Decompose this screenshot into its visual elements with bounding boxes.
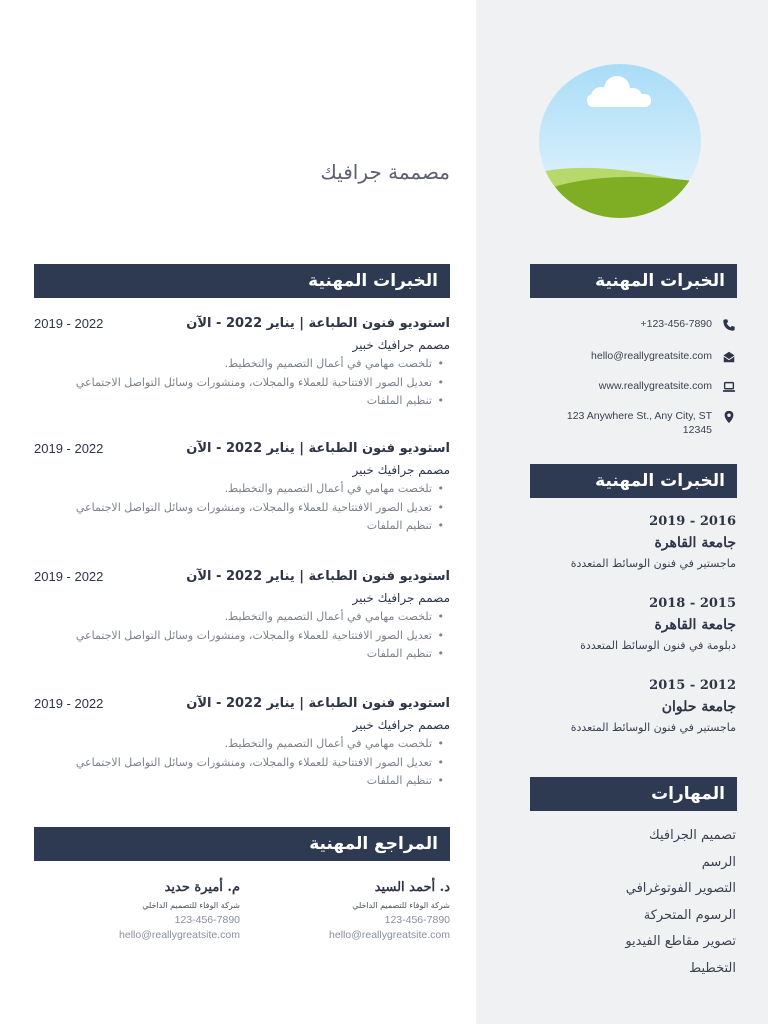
education-degree: ماجستير في فنون الوسائط المتعددة [570, 721, 736, 734]
job-bullets [34, 735, 450, 791]
job-entry [34, 696, 450, 791]
skill-item: تصميم الجرافيك [649, 828, 736, 843]
job-bullet: • تنظيم الملفات [34, 517, 432, 536]
skill-item: التصوير الفوتوغرافي [625, 881, 736, 896]
education-section-header: الخبرات المهنية [530, 464, 737, 498]
job-bullet: • تعديل الصور الافتتاحية للعملاء والمجلات، ومنشورات وسائل التواصل الاجتماعي [34, 374, 432, 393]
job-entry [34, 316, 450, 411]
education-degree: دبلومة في فنون الوسائط المتعددة [580, 639, 736, 652]
skills-list [536, 826, 736, 985]
job-bullet: • تنظيم الملفات [34, 772, 432, 791]
skill-item: التخطيط [689, 960, 736, 976]
location-pin-icon [722, 410, 736, 424]
job-bullet: • تنظيم الملفات [34, 392, 432, 411]
experience-section-header: الخبرات المهنية [34, 264, 450, 298]
contact-email-text: hello@reallygreatsite.com [591, 350, 712, 362]
job-dates: 2019 - 2022 [34, 696, 104, 711]
phone-icon [722, 318, 736, 332]
job-bullet: • تعديل الصور الافتتاحية للعملاء والمجلات، ومنشورات وسائل التواصل الاجتماعي [34, 754, 432, 773]
education-school: جامعة القاهرة [654, 535, 736, 551]
job-bullet: • تلخصت مهامي في أعمال التصميم والتخطيط. [34, 355, 432, 374]
reference-entry [40, 880, 240, 941]
education-years: 2015 - 2018 [649, 596, 736, 611]
job-dates: 2019 - 2022 [34, 316, 104, 331]
job-entry [34, 441, 450, 536]
job-bullets [34, 608, 450, 664]
education-school: جامعة حلوان [661, 699, 736, 715]
reference-entry [250, 880, 450, 941]
contact-phone [536, 317, 736, 332]
education-school: جامعة القاهرة [654, 617, 736, 633]
job-bullet: • تنظيم الملفات [34, 645, 432, 664]
job-bullet: • تلخصت مهامي في أعمال التصميم والتخطيط. [34, 735, 432, 754]
education-degree: ماجستير في فنون الوسائط المتعددة [570, 557, 736, 570]
education-years: 2012 - 2015 [649, 678, 736, 693]
reference-name: م. أميرة حديد [164, 880, 240, 895]
education-entry [526, 678, 736, 734]
job-role: مصمم جرافيك خبير [352, 718, 450, 732]
job-role: مصمم جرافيك خبير [352, 338, 450, 352]
job-bullet: • تعديل الصور الافتتاحية للعملاء والمجلات، ومنشورات وسائل التواصل الاجتماعي [34, 627, 432, 646]
job-role: مصمم جرافيك خبير [352, 591, 450, 605]
skills-section-header: المهارات [530, 777, 737, 811]
reference-email[interactable]: hello@reallygreatsite.com [329, 929, 450, 941]
reference-email[interactable]: hello@reallygreatsite.com [119, 929, 240, 941]
contact-phone-text: +123-456-7890 [640, 318, 712, 330]
education-entry [526, 596, 736, 652]
job-bullets [34, 355, 450, 411]
skill-item: الرسم [701, 854, 736, 870]
contact-website-text: www.reallygreatsite.com [598, 380, 712, 392]
contact-email [536, 349, 736, 364]
job-title: استوديو فنون الطباعة | يناير 2022 - الآن [186, 696, 450, 711]
job-bullet: • تلخصت مهامي في أعمال التصميم والتخطيط. [34, 480, 432, 499]
job-dates: 2019 - 2022 [34, 569, 104, 584]
skill-item: تصوير مقاطع الفيديو [625, 934, 736, 949]
job-bullet: • تلخصت مهامي في أعمال التصميم والتخطيط. [34, 608, 432, 627]
role-title: مصممة جرافيك [320, 160, 450, 184]
job-title: استوديو فنون الطباعة | يناير 2022 - الآن [186, 316, 450, 331]
profile-photo [539, 64, 701, 218]
job-entry [34, 569, 450, 664]
reference-company: شركة الوفاء للتصميم الداخلي [142, 901, 240, 910]
contact-address-text: 123 Anywhere St., Any City, ST 12345 [566, 410, 712, 436]
references-section-header: المراجع المهنية [34, 827, 450, 861]
reference-company: شركة الوفاء للتصميم الداخلي [352, 901, 450, 910]
education-years: 2016 - 2019 [649, 514, 736, 529]
job-role: مصمم جرافيك خبير [352, 463, 450, 477]
skill-item: الرسوم المتحركة [643, 907, 736, 923]
education-entry [526, 514, 736, 570]
laptop-icon [722, 380, 736, 394]
reference-name: د. أحمد السيد [374, 880, 450, 895]
contact-website [536, 379, 736, 394]
reference-phone: 123-456-7890 [384, 914, 450, 926]
job-bullet: • تعديل الصور الافتتاحية للعملاء والمجلات، ومنشورات وسائل التواصل الاجتماعي [34, 499, 432, 518]
job-bullets [34, 480, 450, 536]
job-title: استوديو فنون الطباعة | يناير 2022 - الآن [186, 441, 450, 456]
contact-section-header: الخبرات المهنية [530, 264, 737, 298]
job-dates: 2019 - 2022 [34, 441, 104, 456]
job-title: استوديو فنون الطباعة | يناير 2022 - الآن [186, 569, 450, 584]
email-icon [722, 350, 736, 364]
contact-address [536, 409, 736, 437]
reference-phone: 123-456-7890 [174, 914, 240, 926]
